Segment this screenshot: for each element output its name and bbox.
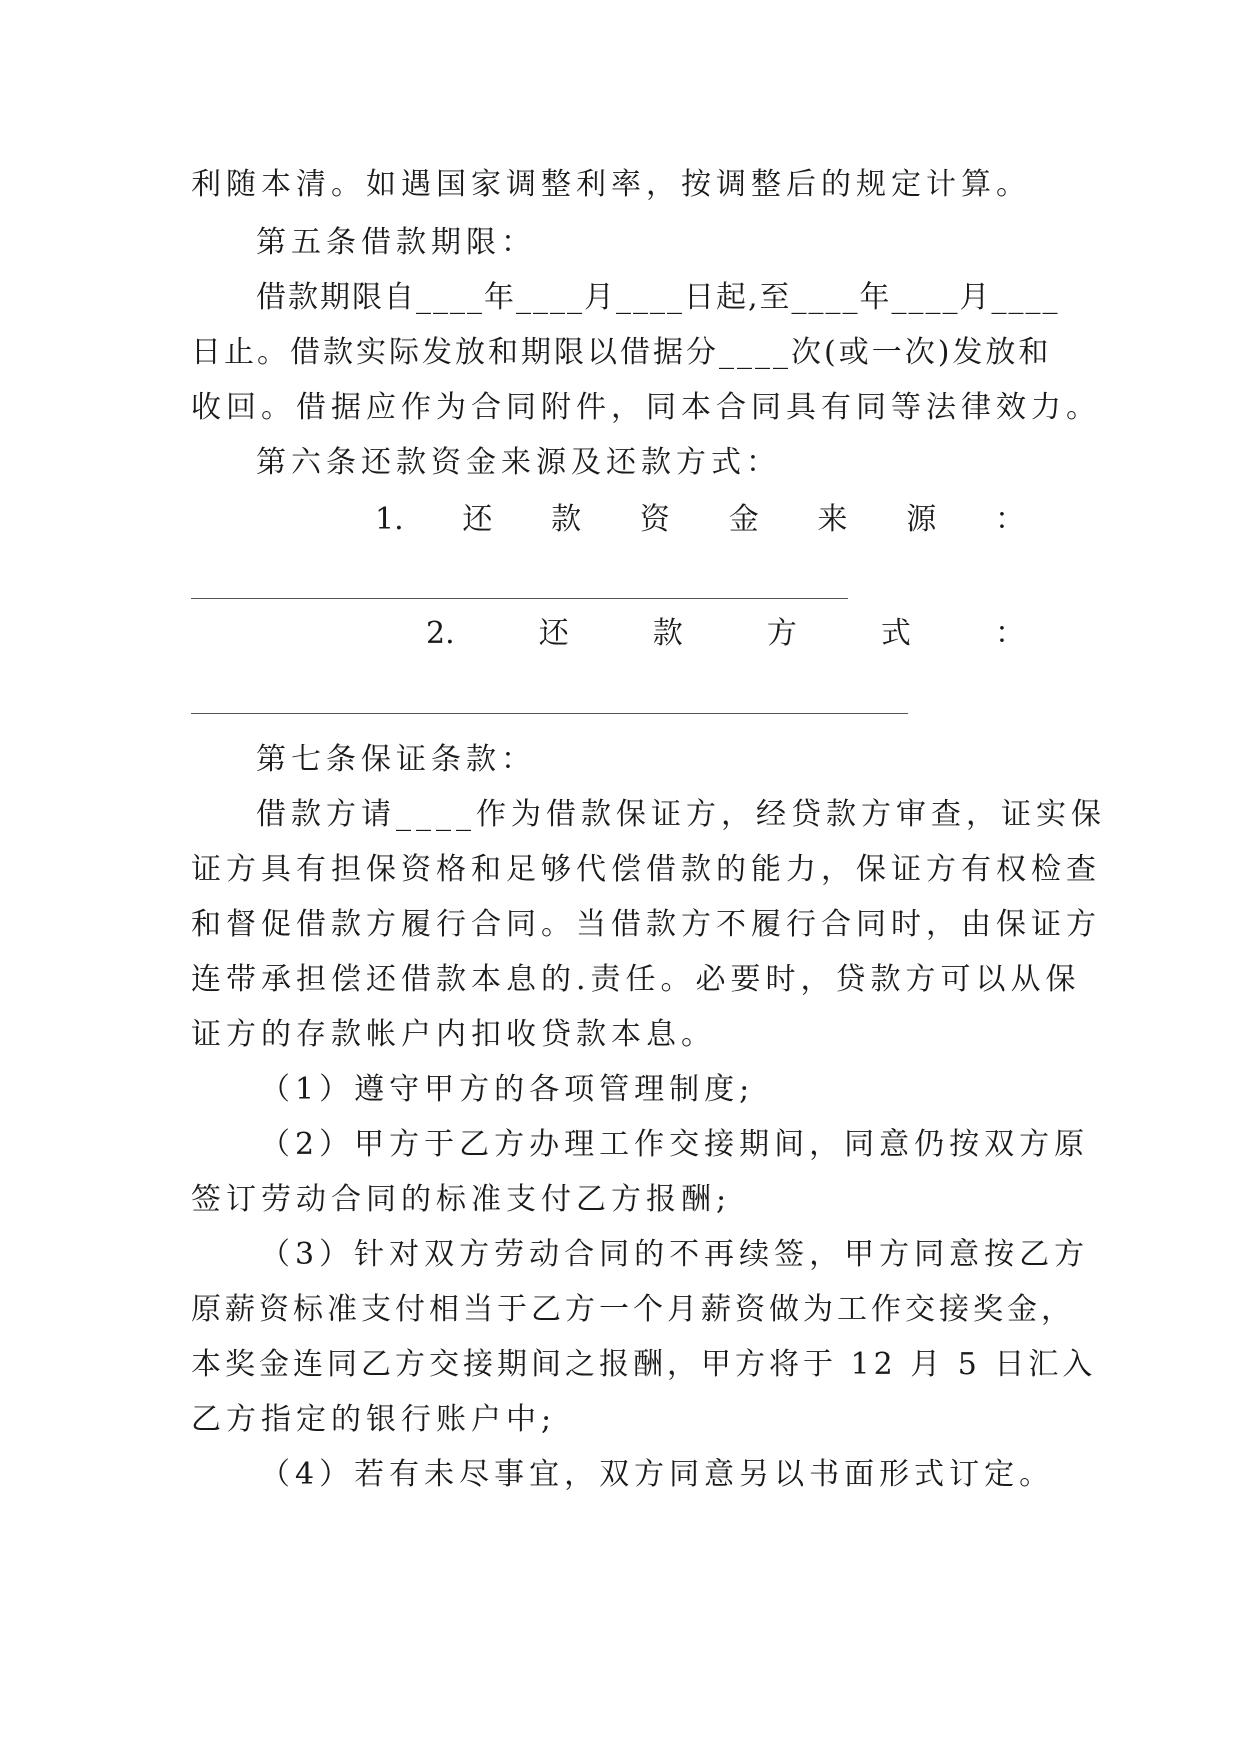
item-char: 还	[538, 616, 569, 651]
text-line: 签订劳动合同的标准支付乙方报酬;	[191, 1182, 732, 1217]
item-char: 来	[817, 502, 848, 537]
item-number: 1.	[375, 502, 404, 537]
item-char: ：	[994, 616, 1025, 651]
text-line: 日止。借款实际发放和期限以借据分____次(或一次)发放和	[191, 335, 1052, 370]
fill-in-underline	[191, 598, 848, 599]
item-number: 2.	[426, 616, 455, 651]
text-line: 证方的存款帐户内扣收贷款本息。	[191, 1017, 716, 1052]
text-line: 连带承担偿还借款本息的.责任。必要时，贷款方可以从保	[191, 962, 1081, 997]
item-char: 源	[906, 502, 937, 537]
list-item: （3）针对双方劳动合同的不再续签，甲方同意按乙方	[260, 1237, 1090, 1272]
article-5-heading: 第五条借款期限：	[256, 225, 536, 260]
text-line: 证方具有担保资格和足够代偿借款的能力，保证方有权检查	[191, 852, 1101, 887]
text-line: 乙方指定的银行账户中;	[191, 1402, 557, 1437]
fill-in-underline	[191, 713, 908, 714]
item-char: 资	[639, 502, 670, 537]
item-char: 款	[652, 616, 683, 651]
text-line: 原薪资标准支付相当于乙方一个月薪资做为工作交接奖金，	[191, 1292, 1075, 1327]
item-char: 方	[766, 616, 797, 651]
list-item: （1）遵守甲方的各项管理制度;	[260, 1072, 755, 1107]
repayment-source-label	[375, 495, 1025, 545]
list-item: （2）甲方于乙方办理工作交接期间，同意仍按双方原	[260, 1127, 1090, 1162]
text-line: 和督促借款方履行合同。当借款方不履行合同时，由保证方	[191, 907, 1101, 942]
text-line: 借款期限自____年____月____日起,至____年____月____	[256, 280, 1060, 315]
text-line: 收回。借据应作为合同附件，同本合同具有同等法律效力。	[191, 390, 1101, 425]
repayment-method-label	[426, 609, 1025, 659]
item-char: 式	[880, 616, 911, 651]
article-6-heading: 第六条还款资金来源及还款方式：	[256, 445, 781, 480]
item-char: 款	[551, 502, 582, 537]
item-char: 金	[728, 502, 759, 537]
list-item: （4）若有未尽事宜，双方同意另以书面形式订定。	[260, 1457, 1055, 1492]
item-char: 还	[462, 502, 493, 537]
item-char: ：	[994, 502, 1025, 537]
article-7-heading: 第七条保证条款：	[256, 742, 536, 777]
text-line: 本奖金连同乙方交接期间之报酬，甲方将于 12 月 5 日汇入	[191, 1347, 1097, 1382]
text-line: 借款方请____作为借款保证方，经贷款方审查，证实保	[256, 797, 1106, 832]
text-line: 利随本清。如遇国家调整利率，按调整后的规定计算。	[191, 167, 1031, 202]
